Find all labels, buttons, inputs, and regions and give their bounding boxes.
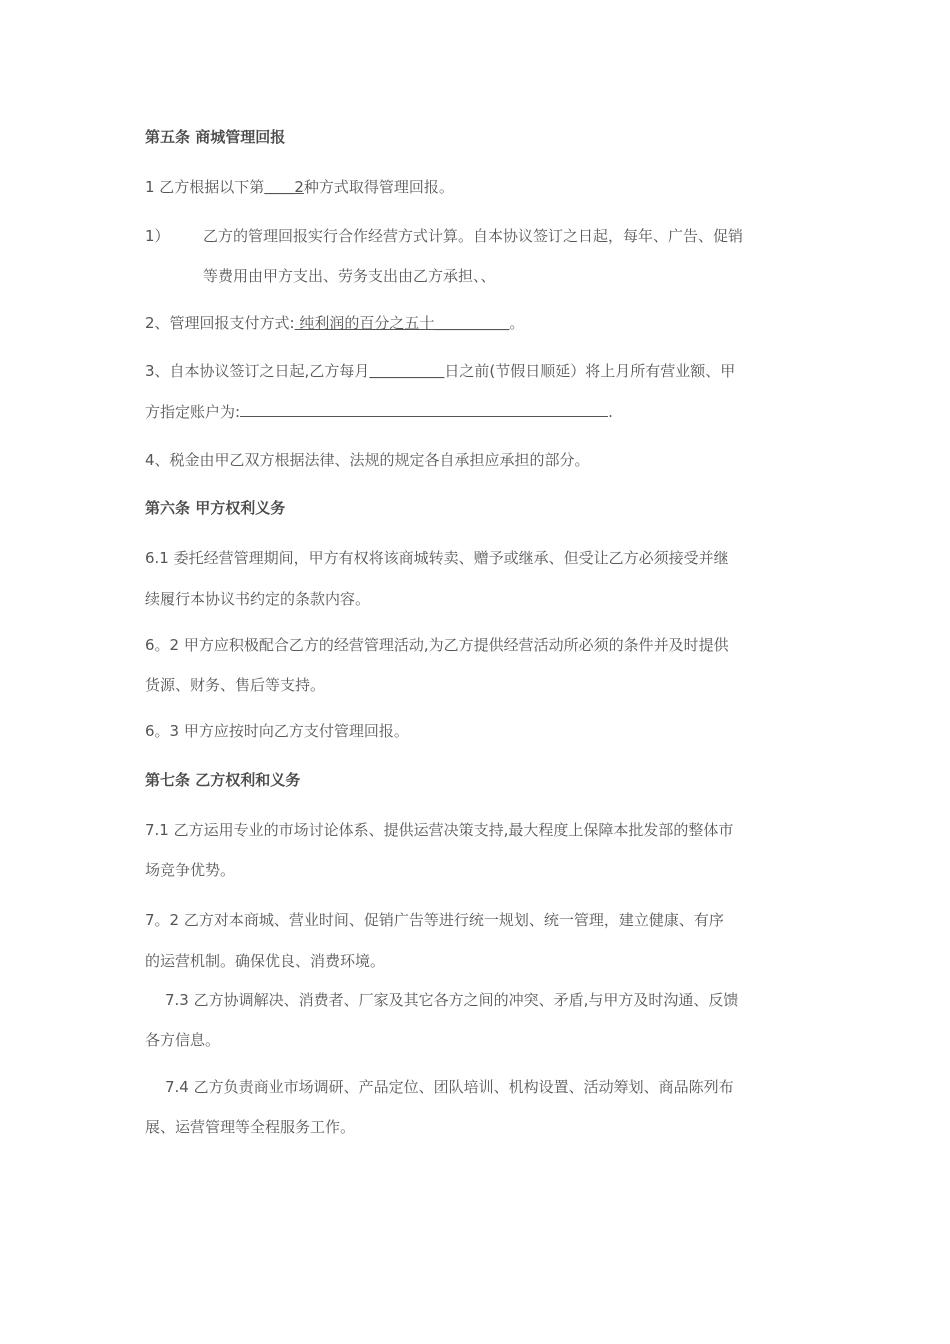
clause-7-3-line-1: 7.3 乙方协调解决、消费者、厂家及其它各方之间的冲突、矛盾,与甲方及时沟通、反馈 [165, 991, 739, 1009]
clause-7-2-line-1: 7。2 乙方对本商城、营业时间、促销广告等进行统一规划、统一管理，建立健康、有序 [145, 911, 724, 929]
item-1-text-1: 乙方的管理回报实行合作经营方式计算。自本协议签订之日起，每年、广告、促销 [203, 227, 744, 245]
clause-6-1-line-1: 6.1 委托经营管理期间，甲方有权将该商城转卖、赠予或继承、但受让乙方必须接受并继 [145, 549, 729, 567]
clause-7-4-line-1: 7.4 乙方负责商业市场调研、产品定位、团队培训、机构设置、活动筹划、商品陈列布 [165, 1078, 734, 1096]
clause-6-2-line-2: 货源、财务、售后等支持。 [145, 676, 326, 694]
clause-5-3-line-1 [145, 361, 735, 381]
section-6-heading: 第六条 甲方权利义务 [145, 499, 286, 517]
clause-7-1-line-2: 场竞争优势。 [145, 861, 236, 879]
clause-5-3-day-blank: ＿＿＿＿＿ [369, 362, 445, 380]
clause-5-1-text-a: 1 乙方根据以下第 [145, 178, 265, 196]
clause-5-2-text-b: 。 [509, 314, 525, 332]
clause-6-2-line-1: 6。2 甲方应积极配合乙方的经营管理活动,为乙方提供经营活动所必须的条件并及时提供 [145, 636, 729, 654]
clause-7-4-line-2: 展、运营管理等全程服务工作。 [145, 1118, 356, 1136]
clause-7-1-line-1: 7.1 乙方运用专业的市场讨论体系、提供运营决策支持,最大程度上保障本批发部的整体市 [145, 821, 734, 839]
section-5-heading: 第五条 商城管理回报 [145, 128, 286, 146]
clause-5-1-method-number: ＿＿2 [264, 178, 304, 196]
item-1-number: 1） [145, 227, 170, 245]
section-7-heading: 第七条 乙方权利和义务 [145, 771, 301, 789]
clause-5-2-text-a: 2、管理回报支付方式: [145, 314, 295, 332]
clause-7-2-line-2: 的运营机制。确保优良、消费环境。 [145, 952, 386, 970]
clause-5-4: 4、税金由甲乙双方根据法律、法规的规定各自承担应承担的部分。 [145, 451, 590, 469]
clause-5-1 [145, 177, 454, 197]
item-1-line-2: 等费用由甲方支出、劳务支出由乙方承担、、 [203, 267, 496, 285]
clause-5-3-text-a: 3、自本协议签订之日起,乙方每月 [145, 362, 370, 380]
clause-6-3: 6。3 甲方应按时向乙方支付管理回报。 [145, 722, 409, 740]
clause-5-2 [145, 313, 524, 333]
clause-5-2-payment-method: 纯利润的百分之五十＿＿＿＿＿ [294, 314, 510, 332]
clause-5-3-period: . [608, 403, 613, 421]
clause-7-3-line-2: 各方信息。 [145, 1031, 221, 1049]
clause-5-3-account-blank [240, 402, 608, 417]
clause-5-3-line-2 [145, 402, 613, 422]
clause-5-1-text-b: 种方式取得管理回报。 [303, 178, 454, 196]
item-1-line-1 [145, 226, 743, 246]
clause-5-3-account-label: 方指定账户为: [145, 403, 241, 421]
clause-5-3-text-b: 日之前(节假日顺延）将上月所有营业额、甲 [444, 362, 736, 380]
clause-6-1-line-2: 续履行本协议书约定的条款内容。 [145, 590, 371, 608]
